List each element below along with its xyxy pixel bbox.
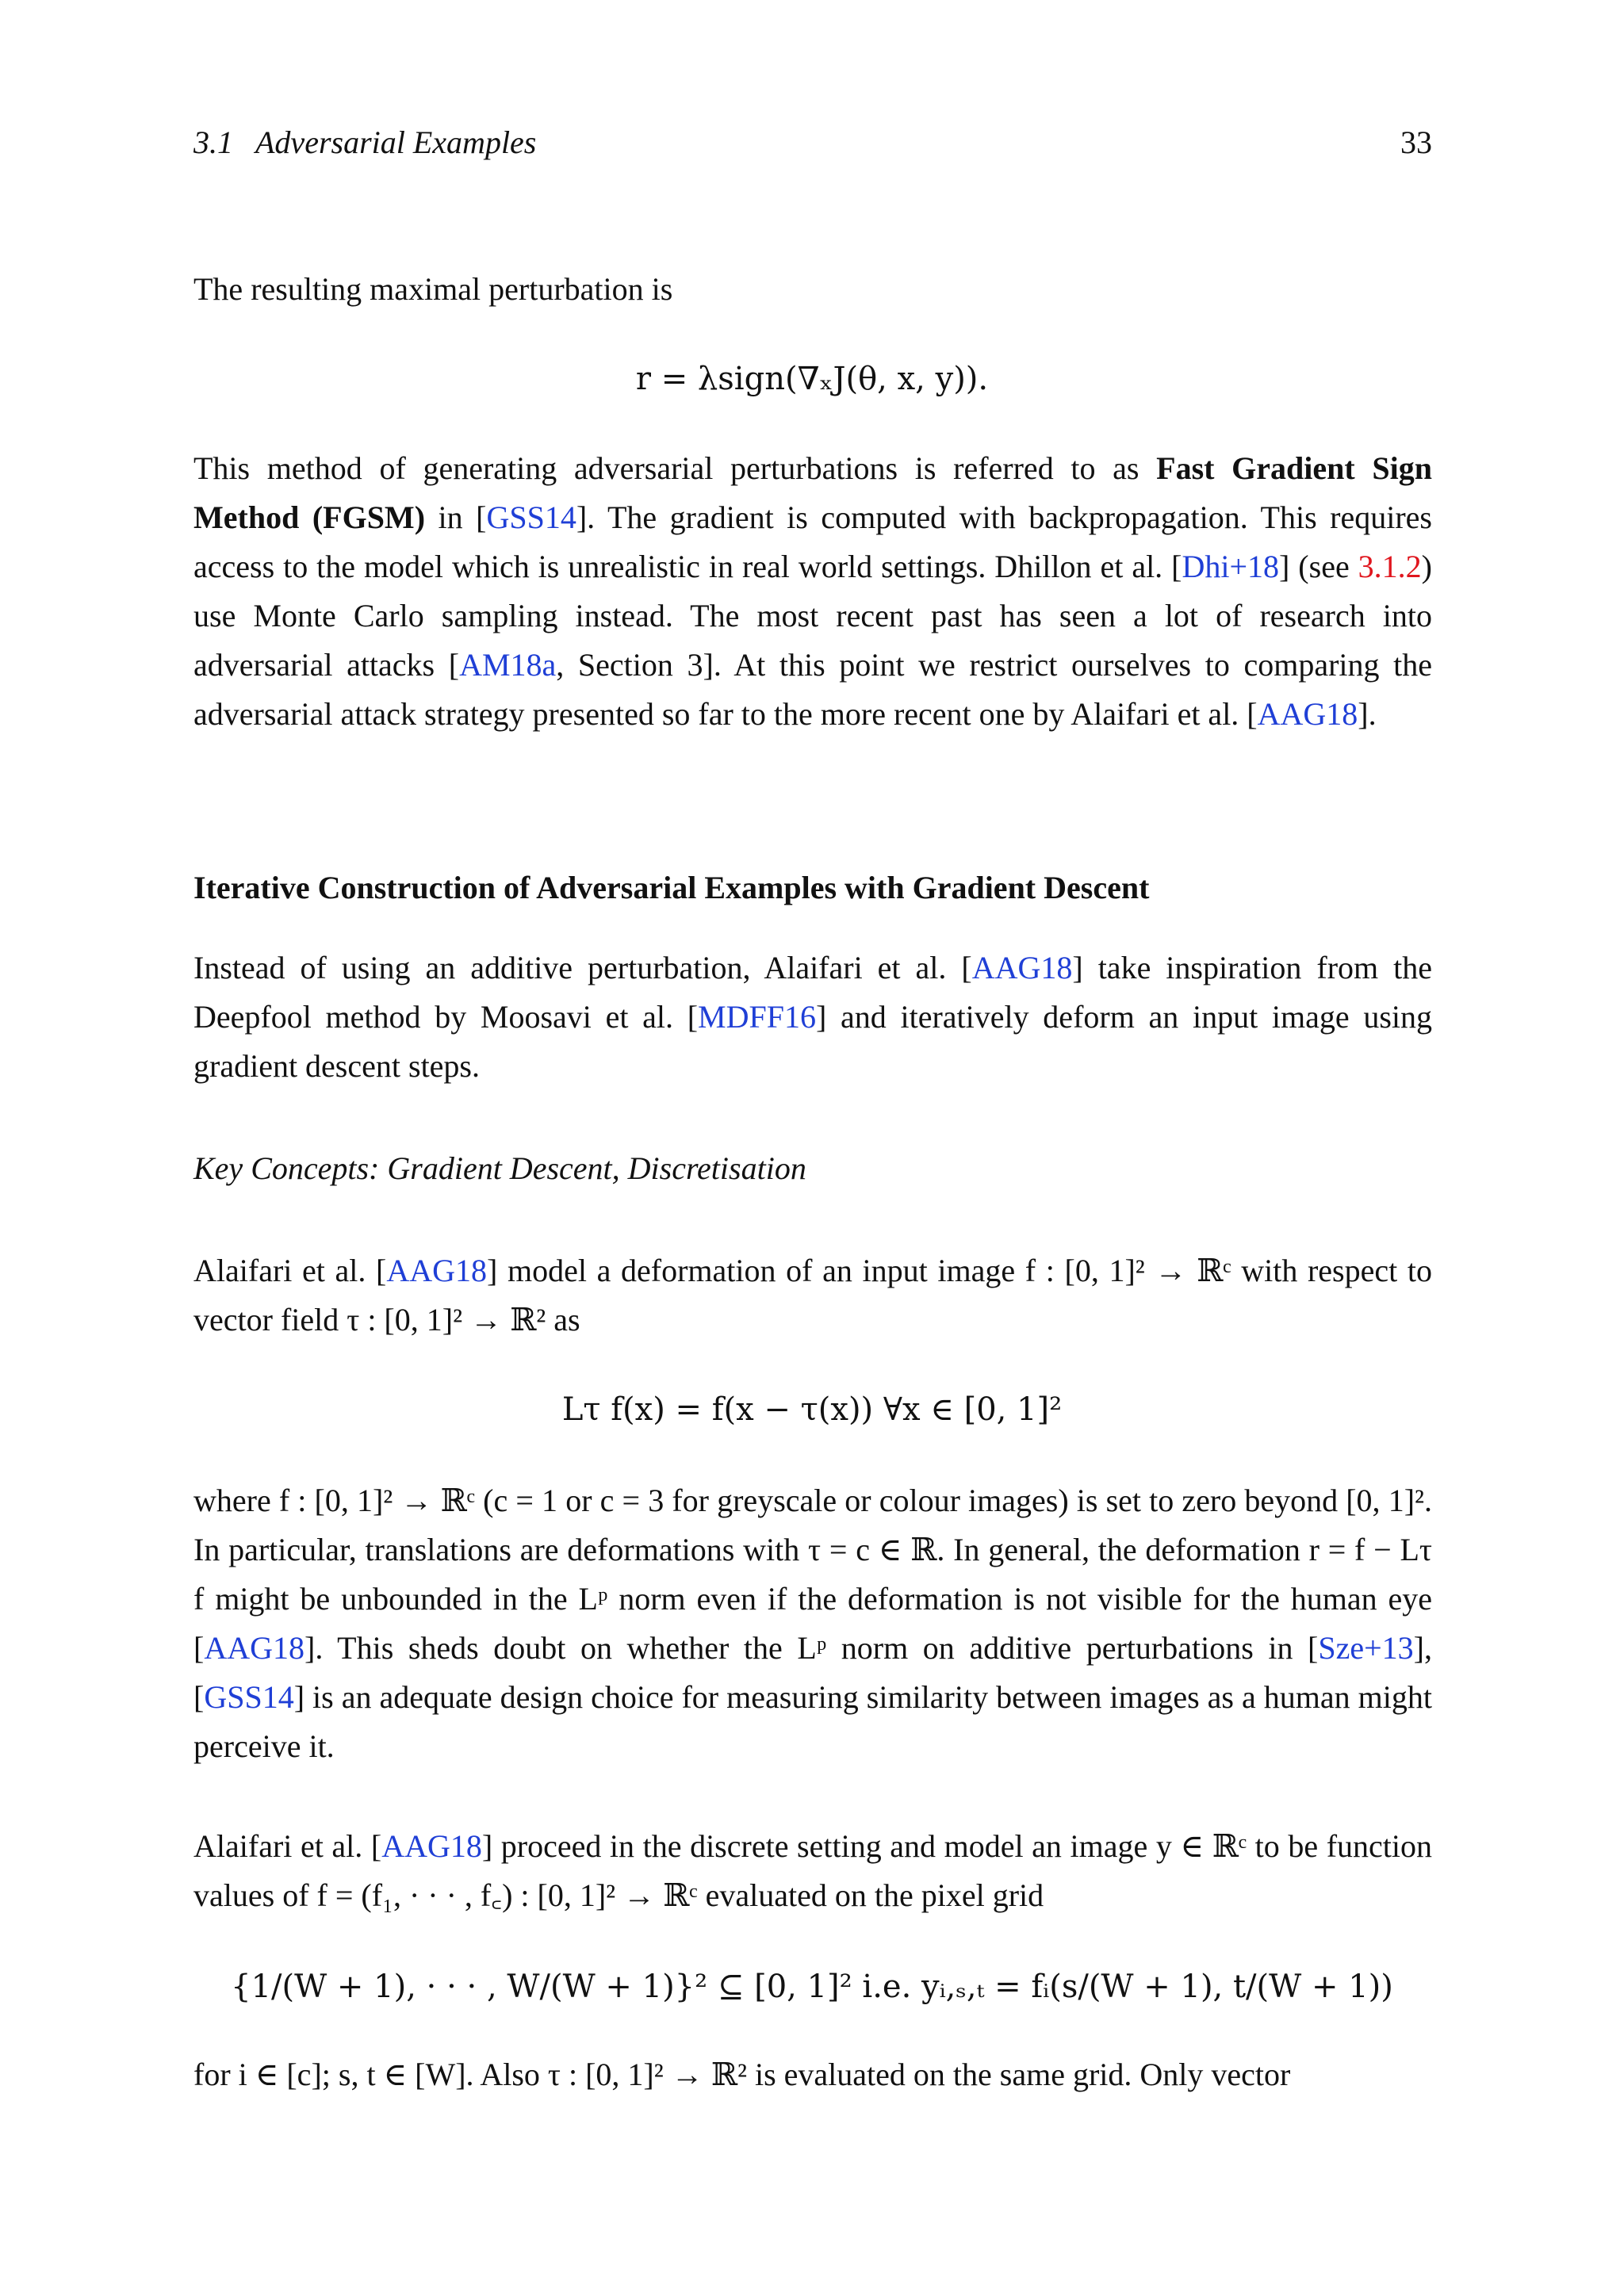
equation-perturbation: r = λsign(∇ₓJ(θ, x, y)). bbox=[635, 361, 989, 397]
page-number: 33 bbox=[1400, 124, 1432, 160]
citation-link[interactable]: Sze+13 bbox=[1318, 1630, 1414, 1666]
paragraph-fgsm: This method of generating adversarial perturbations is referred to as Fast Gradient Sign Method (FGSM) in [GSS14]. The gradient is computed with backpropagation. This requires access to the model which is unrealistic in real world settings. Dhillon et al. [Dhi+18] (see 3.1.2) use Monte Carlo sampling instead. The most recent past has seen a lot of research into adversarial attacks [AM18a, Section 3]. At this point we restrict ourselves to comparing the adversarial attack strategy presented so far to the more recent one by Alaifari et al. [AAG18]. bbox=[193, 450, 1432, 732]
equation-pixel-grid: {1/(W + 1), · · · , W/(W + 1)}² ⊆ [0, 1]² i.e. yᵢ,ₛ,ₜ = fᵢ(s/(W + 1), t/(W + 1)) bbox=[231, 1969, 1393, 2005]
key-concepts-subheading: Key Concepts: Gradient Descent, Discretisation bbox=[193, 1150, 806, 1186]
paragraph-discrete: Alaifari et al. [AAG18] proceed in the discrete setting and model an image y ∈ ℝᶜ to be function values of f = (f₁, · · · , f꜀) : [0, 1]² → ℝᶜ evaluated on the pixel grid bbox=[193, 1828, 1432, 1913]
fgsm-term: Fast Gradient Sign Method (FGSM) bbox=[193, 450, 1432, 535]
citation-link[interactable]: AAG18 bbox=[204, 1630, 304, 1666]
citation-link[interactable]: AAG18 bbox=[386, 1253, 488, 1288]
section-title: Adversarial Examples bbox=[255, 124, 537, 160]
paragraph-iterative: Instead of using an additive perturbation, Alaifari et al. [AAG18] take inspiration from the Deepfool method by Moosavi et al. [MDFF16] and iteratively deform an input image using gradient descent steps. bbox=[193, 950, 1432, 1084]
section-ref-link[interactable]: 3.1.2 bbox=[1358, 549, 1422, 584]
citation-link[interactable]: GSS14 bbox=[204, 1679, 294, 1715]
paragraph-deformation: Alaifari et al. [AAG18] model a deformation of an input image f : [0, 1]² → ℝᶜ with respect to vector field τ : [0, 1]² → ℝ² as bbox=[193, 1253, 1432, 1337]
paragraph-1: The resulting maximal perturbation is bbox=[193, 271, 673, 307]
citation-link[interactable]: AAG18 bbox=[971, 950, 1073, 985]
paragraph-grid-continued: for i ∈ [c]; s, t ∈ [W]. Also τ : [0, 1]² → ℝ² is evaluated on the same grid. Only vector bbox=[193, 2057, 1291, 2092]
citation-link[interactable]: GSS14 bbox=[486, 499, 576, 535]
equation-deformation: Lτ f(x) = f(x − τ(x)) ∀x ∈ [0, 1]² bbox=[561, 1391, 1063, 1428]
citation-link[interactable]: Dhi+18 bbox=[1182, 549, 1280, 584]
citation-link[interactable]: AAG18 bbox=[1257, 696, 1358, 732]
section-number: 3.1 bbox=[193, 124, 233, 160]
citation-link[interactable]: AAG18 bbox=[381, 1828, 482, 1864]
citation-link[interactable]: MDFF16 bbox=[698, 999, 816, 1035]
citation-link[interactable]: AM18a bbox=[459, 647, 557, 683]
running-header bbox=[193, 121, 1432, 165]
paragraph-lp-norm: where f : [0, 1]² → ℝᶜ (c = 1 or c = 3 for greyscale or colour images) is set to zero beyond [0, 1]². In particular, translations are deformations with τ = c ∈ ℝ. In general, the deformation r = f − Lτ f might be unbounded in the Lᵖ norm even if the deformation is not visible for the human eye [AAG18]. This sheds doubt on whether the Lᵖ norm on additive perturbations in [Sze+13], [GSS14] is an adequate design choice for measuring similarity between images as a human might perceive it. bbox=[193, 1483, 1432, 1764]
running-title bbox=[193, 121, 536, 165]
section-heading: Iterative Construction of Adversarial Examples with Gradient Descent bbox=[193, 870, 1150, 905]
